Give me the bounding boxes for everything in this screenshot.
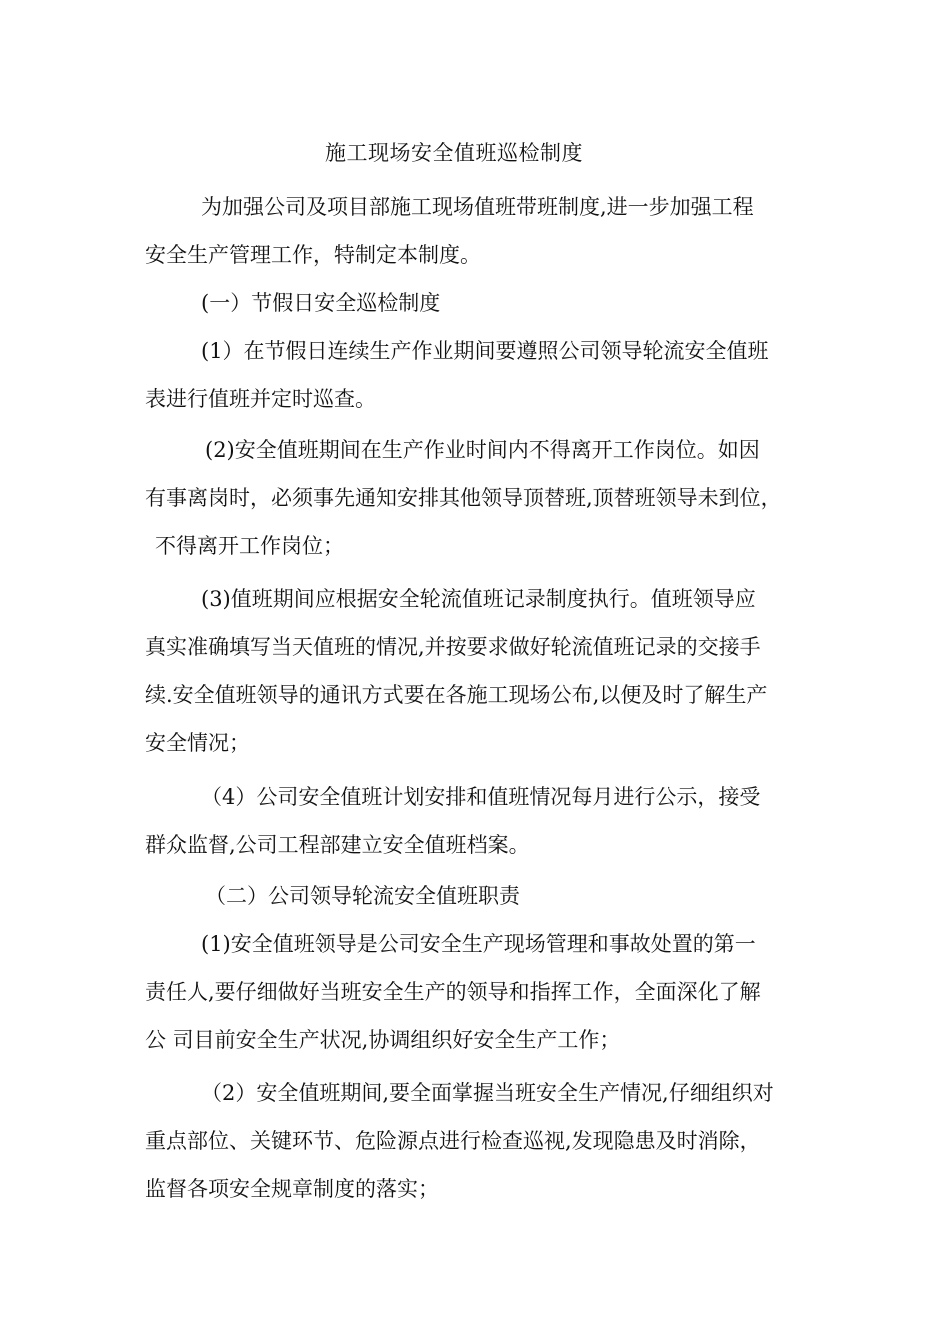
text-line: 有事离岗时，必须事先通知安排其他领导顶替班,顶替班领导未到位， [145,486,782,510]
text-line: 表进行值班并定时巡查。 [145,387,376,411]
text-line: 真实准确填写当天值班的情况,并按要求做好轮流值班记录的交接手 [145,635,761,659]
text-line: 群众监督,公司工程部建立安全值班档案。 [145,833,530,857]
paragraph-intro [145,183,810,279]
text-line: (2)安全值班期间在生产作业时间内不得离开工作岗位。如因 [205,438,760,462]
text-line: (3)值班期间应根据安全轮流值班记录制度执行。值班领导应 [201,587,756,611]
text-line: 为加强公司及项目部施工现场值班带班制度,进一步加强工程 [201,195,754,219]
paragraph-section-1-item-3 [145,575,810,767]
paragraph-section-2-item-2 [145,1069,810,1213]
text-line: （2）安全值班期间,要全面掌握当班安全生产情况,仔细组织对 [201,1081,774,1105]
text-line: (1)安全值班领导是公司安全生产现场管理和事故处置的第一 [201,932,756,956]
text-line: 续.安全值班领导的通讯方式要在各施工现场公布,以便及时了解生产 [145,683,768,707]
text-line: 监督各项安全规章制度的落实； [145,1177,439,1201]
text-line: (一）节假日安全巡检制度 [201,291,441,315]
text-line: (1）在节假日连续生产作业期间要遵照公司领导轮流安全值班 [201,339,769,363]
text-line: （二）公司领导轮流安全值班职责 [205,884,520,908]
section-heading-2 [145,872,810,920]
text-line: 安全情况； [145,731,250,755]
paragraph-section-1-item-1 [145,327,810,423]
document-title: 施工现场安全值班巡检制度 [325,141,583,165]
text-line: 安全生产管理工作，特制定本制度。 [145,243,481,267]
text-line: 不得离开工作岗位； [155,534,344,558]
text-line: 公 司目前安全生产状况,协调组织好安全生产工作； [145,1028,621,1052]
paragraph-section-2-item-1 [145,920,810,1064]
paragraph-section-1-item-4 [145,773,810,869]
text-line: （4）公司安全值班计划安排和值班情况每月进行公示，接受 [201,785,761,809]
text-line: 重点部位、关键环节、危险源点进行检查巡视,发现隐患及时消除， [145,1129,761,1153]
section-heading-1 [145,279,810,327]
text-line: 责任人,要仔细做好当班安全生产的领导和指挥工作，全面深化了解 [145,980,761,1004]
paragraph-section-1-item-2 [145,426,810,570]
